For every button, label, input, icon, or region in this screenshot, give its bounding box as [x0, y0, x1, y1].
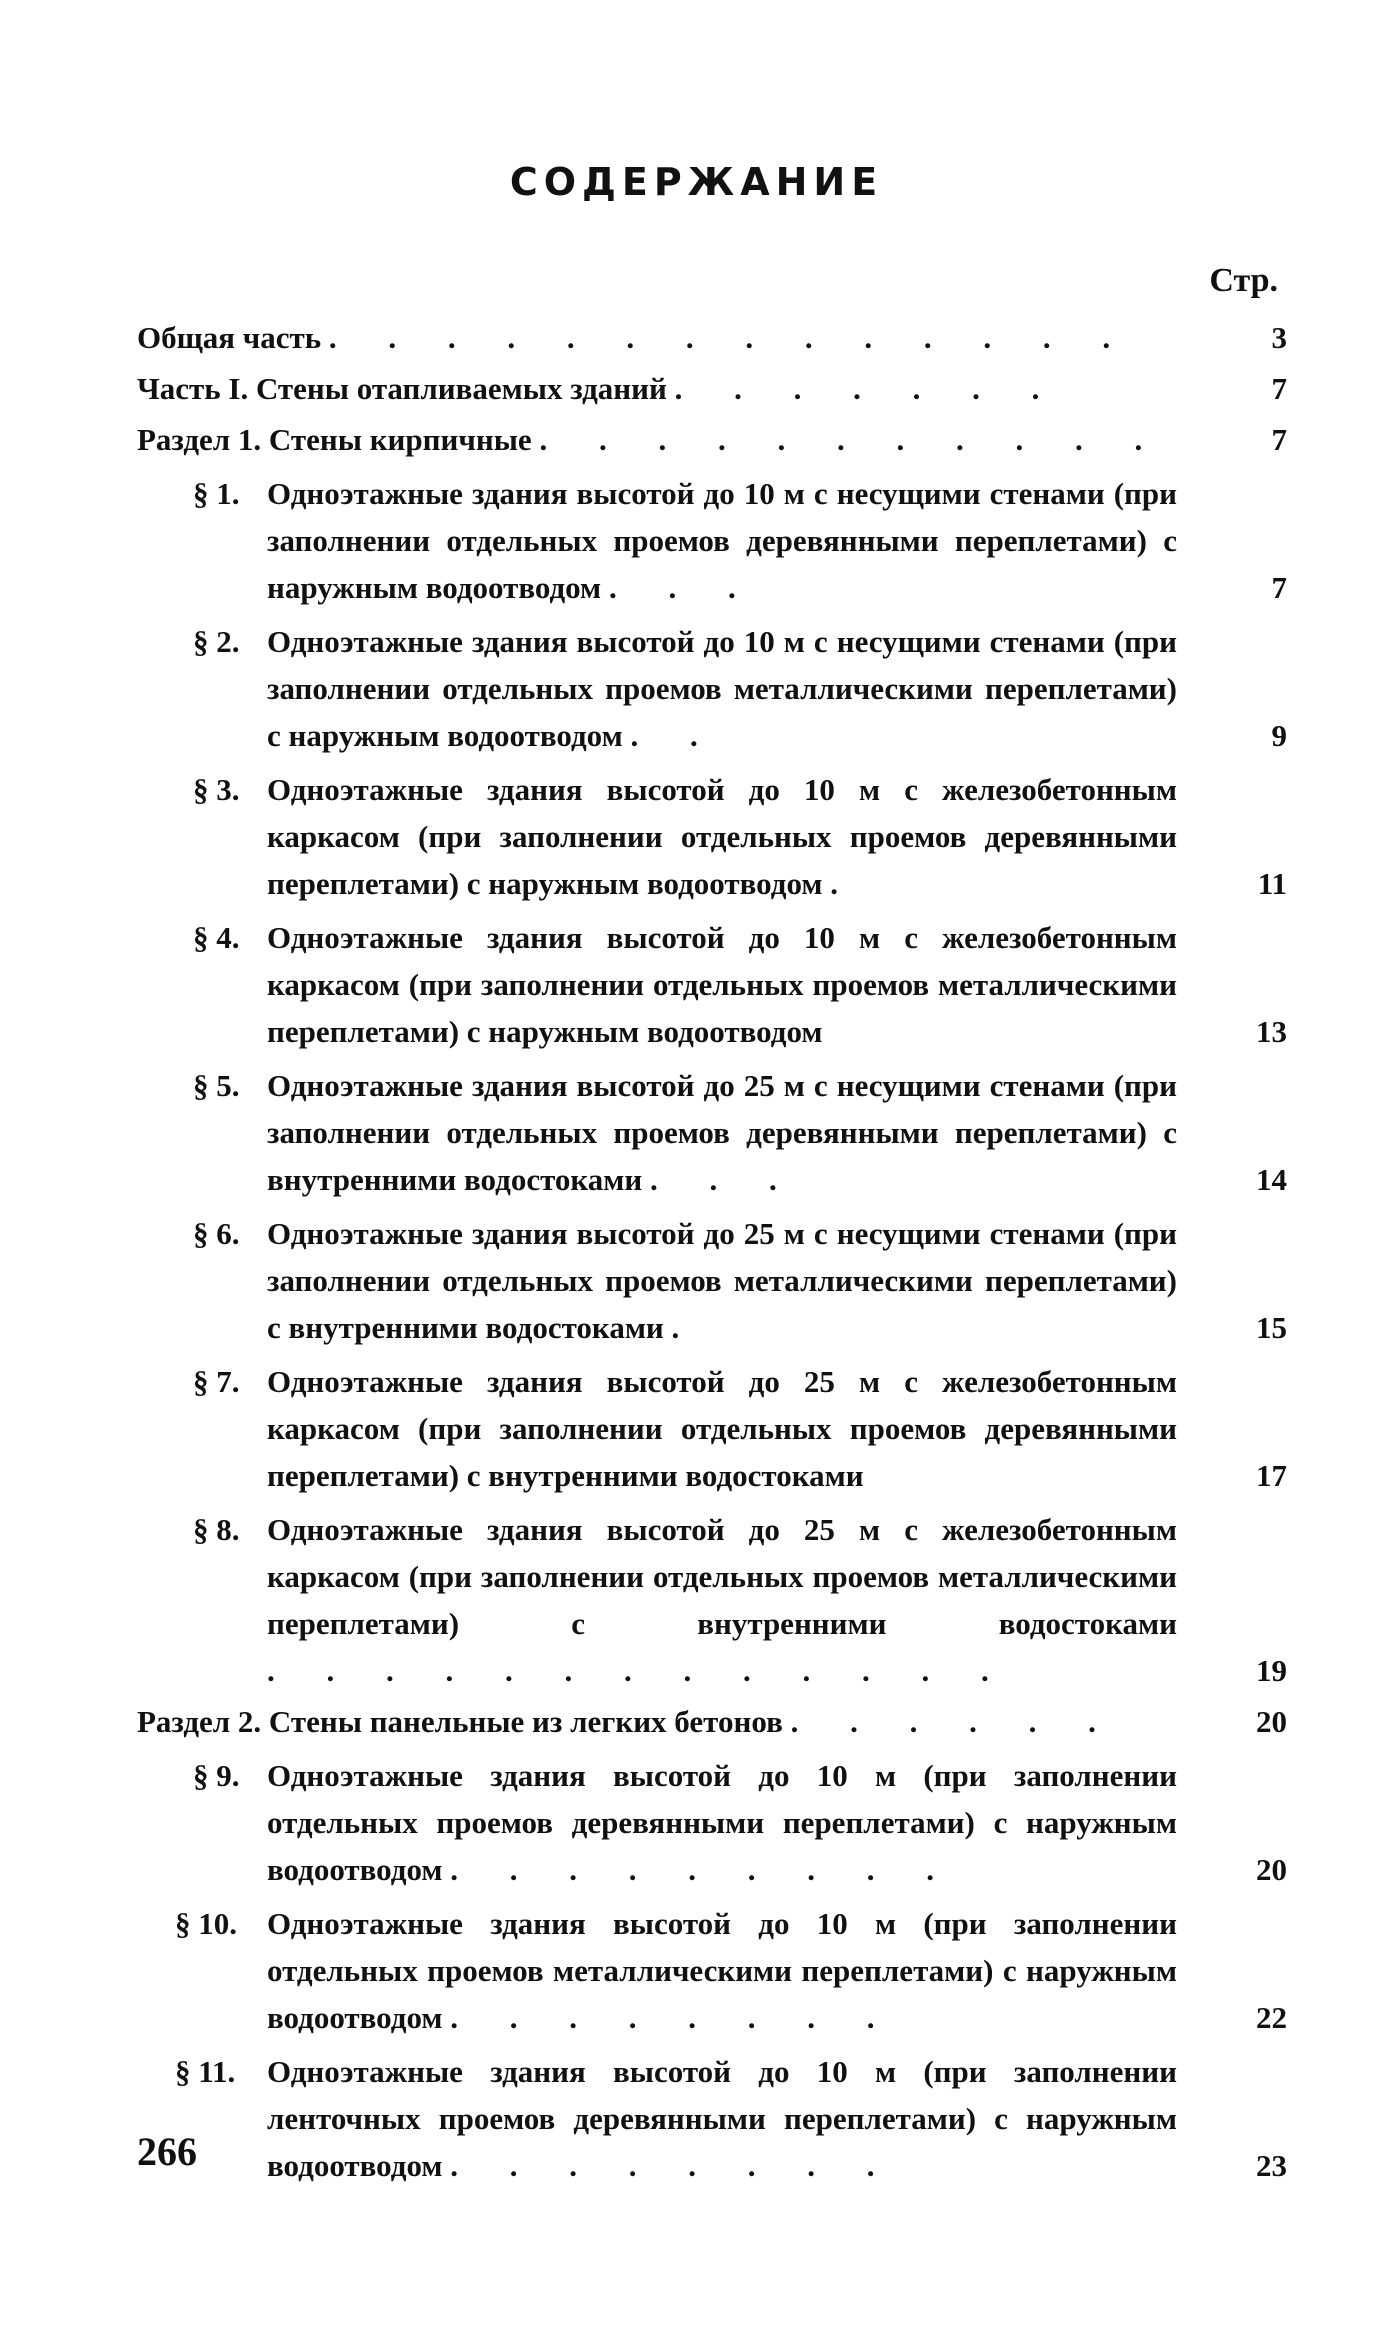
- toc-entry-section-2: [137, 1698, 1287, 1745]
- toc-entry-paragraph-9: [137, 1752, 1287, 1893]
- toc-entry-text: Раздел 2. Стены панельные из легких бетонов: [137, 1704, 783, 1739]
- toc-entry-text: Одноэтажные здания высотой до 10 м с железобетонным каркасом (при заполнении отдельных проемов металлическими переплетами) с наружным водоотводом: [267, 920, 1177, 1049]
- toc-entry-number: § 6.: [193, 1216, 240, 1251]
- leader-dots: . . . . . . . . . . . . . .: [328, 320, 1133, 355]
- toc-entry-number: § 2.: [193, 624, 240, 659]
- toc-entry-number: § 1.: [193, 476, 240, 511]
- toc-entry-page: 22: [1256, 2000, 1287, 2035]
- toc-entry-text: Одноэтажные здания высотой до 10 м (при заполнении ленточных проемов деревянными переплетами) с наружным водоотводом: [267, 2054, 1177, 2183]
- toc-entry-number: § 7.: [193, 1364, 240, 1399]
- page-column-label: Стр.: [1209, 262, 1278, 299]
- toc-entry-paragraph-10: [137, 1900, 1287, 2041]
- leader-dots: . . .: [650, 1162, 799, 1197]
- toc-entry-paragraph-3: [137, 766, 1287, 907]
- toc-entry-text: Раздел 1. Стены кирпичные: [137, 422, 532, 457]
- toc-entry-page: 7: [1271, 570, 1287, 605]
- toc-entry-number: § 5.: [193, 1068, 240, 1103]
- toc-entry-page: 20: [1256, 1852, 1287, 1887]
- toc-entry-text: Одноэтажные здания высотой до 25 м с несущими стенами (при заполнении отдельных проемов деревянными переплетами) с внутренними водостоками: [267, 1068, 1177, 1197]
- leader-dots: . . . . . . . .: [450, 2148, 897, 2183]
- leader-dots: . . .: [608, 570, 758, 605]
- toc-entry-number: § 10.: [175, 1906, 237, 1941]
- toc-entry-text: Одноэтажные здания высотой до 10 м с несущими стенами (при заполнении отдельных проемов металлическими переплетами) с наружным водоотводом: [267, 624, 1177, 753]
- toc-entry-page: 20: [1256, 1704, 1287, 1739]
- toc-entry-page: 11: [1257, 866, 1287, 901]
- toc-entry-text: Часть I. Стены отапливаемых зданий: [137, 371, 667, 406]
- toc-entry-general: [137, 314, 1287, 361]
- leader-dots: . . . . . . . .: [450, 2000, 897, 2035]
- toc-entry-number: § 9.: [193, 1758, 240, 1793]
- toc-entry-text: Одноэтажные здания высотой до 10 м с несущими стенами (при заполнении отдельных проемов деревянными переплетами) с наружным водоотводом: [267, 476, 1177, 605]
- toc-entry-paragraph-5: [137, 1062, 1287, 1203]
- toc-entry-page: 23: [1256, 2148, 1287, 2183]
- leader-dots: . .: [630, 718, 720, 753]
- toc-entry-text: Одноэтажные здания высотой до 10 м с железобетонным каркасом (при заполнении отдельных проемов деревянными переплетами) с наружным водоотводом: [267, 772, 1177, 901]
- toc-entry-text: Одноэтажные здания высотой до 10 м (при заполнении отдельных проемов металлическими переплетами) с наружным водоотводом: [267, 1906, 1177, 2035]
- leader-dots: . . . . . . . . . . . . .: [267, 1653, 1011, 1688]
- toc-entry-paragraph-7: [137, 1358, 1287, 1499]
- toc-entry-page: 17: [1256, 1458, 1287, 1493]
- toc-entry-number: § 3.: [193, 772, 240, 807]
- toc-entry-paragraph-6: [137, 1210, 1287, 1351]
- toc-entry-page: 7: [1271, 371, 1287, 406]
- toc-entry-paragraph-8: [137, 1506, 1287, 1694]
- toc-entry-text: Общая часть: [137, 320, 322, 355]
- toc-entry-text: Одноэтажные здания высотой до 25 м с железобетонным каркасом (при заполнении отдельных проемов металлическими переплетами) с внутренними водостоками: [267, 1512, 1177, 1641]
- toc-entry-number: § 8.: [193, 1512, 240, 1547]
- toc-entry-number: § 11.: [175, 2054, 236, 2089]
- table-of-contents: [137, 310, 1287, 2189]
- toc-entry-text: Одноэтажные здания высотой до 10 м (при заполнении отдельных проемов деревянными переплетами) с наружным водоотводом: [267, 1758, 1177, 1887]
- toc-entry-page: 3: [1271, 320, 1287, 355]
- toc-entry-paragraph-1: [137, 470, 1287, 611]
- leader-dots: . . . . . . .: [674, 371, 1062, 406]
- toc-entry-number: § 4.: [193, 920, 240, 955]
- leader-dots: .: [830, 866, 860, 901]
- toc-entry-part-1: [137, 365, 1287, 412]
- toc-entry-paragraph-4: [137, 914, 1287, 1055]
- toc-entry-page: 9: [1271, 718, 1287, 753]
- toc-entry-page: 19: [1256, 1653, 1287, 1688]
- leader-dots: .: [671, 1310, 702, 1345]
- leader-dots: . . . . . . . . . . .: [539, 422, 1165, 457]
- leader-dots: . . . . . .: [790, 1704, 1118, 1739]
- toc-entry-text: Одноэтажные здания высотой до 25 м с несущими стенами (при заполнении отдельных проемов металлическими переплетами) с внутренними водостоками: [267, 1216, 1177, 1345]
- toc-entry-page: 14: [1256, 1162, 1287, 1197]
- toc-entry-text: Одноэтажные здания высотой до 25 м с железобетонным каркасом (при заполнении отдельных проемов деревянными переплетами) с внутренними водостоками: [267, 1364, 1177, 1493]
- toc-entry-page: 7: [1271, 422, 1287, 457]
- toc-entry-page: 15: [1256, 1310, 1287, 1345]
- leader-dots: . . . . . . . . .: [450, 1852, 956, 1887]
- toc-entry-page: 13: [1256, 1014, 1287, 1049]
- page-number: 266: [137, 2129, 197, 2174]
- page-title: СОДЕРЖАНИЕ: [509, 160, 884, 204]
- toc-entry-paragraph-11: [137, 2048, 1287, 2189]
- toc-entry-paragraph-2: [137, 618, 1287, 759]
- toc-entry-section-1: [137, 416, 1287, 463]
